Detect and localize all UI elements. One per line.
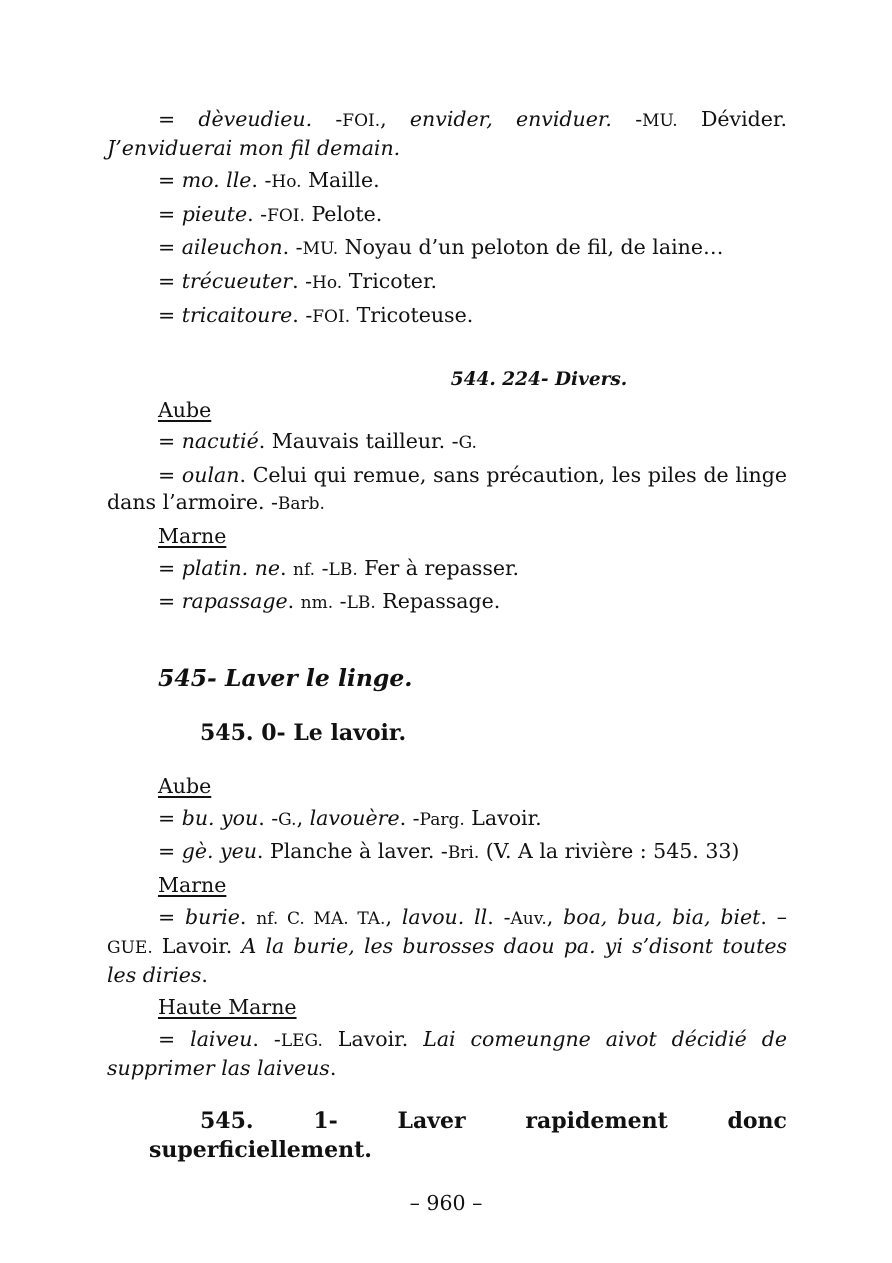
heading-word: 1- <box>313 1107 338 1134</box>
entry-oulan: = oulan. Celui qui remue, sans précaution, les piles de linge dans l’armoire. -Barb. <box>107 462 787 514</box>
entry-nacutie: = nacutié. Mauvais tailleur. -G. <box>158 429 477 454</box>
term: gè. yeu <box>181 839 257 864</box>
region-label <box>107 870 787 902</box>
term: lavou. ll <box>401 904 488 929</box>
term: boa, bua, bia, biet <box>563 904 761 929</box>
region-haute-marne: Haute Marne <box>158 994 297 1019</box>
definition: Tricoteuse. <box>350 302 474 327</box>
definition: . Celui qui remue, sans précaution, les piles de linge dans l’armoire. - <box>107 462 787 514</box>
source-abbrev: G. <box>458 433 477 454</box>
page-number: – 960 – <box>409 1191 483 1215</box>
document-page <box>107 104 787 1165</box>
entry-tricoter: = trécueuter. -Ho. Tricoter. <box>158 269 438 294</box>
entry-geyeu: = gè. yeu. Planche à laver. -Bri. (V. A la rivière : 545. 33) <box>158 839 740 864</box>
source-abbrev: Parg. <box>419 809 465 830</box>
term: trécueuter <box>181 269 293 294</box>
example: A la burie, les burosses daou pa. yi s’disont toutes les diries <box>107 933 787 987</box>
entry-buyou: = bu. you. -G., lavouère. -Parg. Lavoir. <box>158 805 542 830</box>
definition: Dévider. <box>677 107 787 131</box>
subsection-heading-545-1 <box>107 1107 787 1165</box>
source-abbrev: Auv. <box>510 908 547 929</box>
cross-reference: (V. A la rivière : 545. 33) <box>479 839 740 864</box>
source-abbrev: MU. <box>642 111 678 131</box>
heading-word: rapidement <box>525 1107 668 1134</box>
source-abbrev: FOI. <box>312 306 351 327</box>
region-label <box>107 395 787 427</box>
term: burie <box>185 904 240 929</box>
heading-word: Laver <box>397 1107 466 1134</box>
definition: Tricoter. <box>342 269 438 294</box>
term: platin. ne <box>181 555 280 580</box>
term: dèveudieu. <box>198 107 313 131</box>
region-label <box>107 992 787 1024</box>
definition: Fer à repasser. <box>357 555 520 580</box>
source-abbrev: LEG. <box>280 1030 323 1051</box>
source-abbrev: GUE. <box>107 937 153 958</box>
definition: . Mauvais tailleur. - <box>258 429 459 454</box>
section-heading-545: 545- Laver le linge. <box>158 664 413 693</box>
term: laiveu <box>190 1026 253 1051</box>
definition: . Planche à laver. - <box>256 839 448 864</box>
source-abbrev: FOI. <box>342 111 381 131</box>
entry-rapassage: = rapassage. nm. -LB. Repassage. <box>158 589 501 614</box>
region-label <box>107 521 787 553</box>
definition: Noyau d’un peloton de fil, de laine… <box>338 235 724 260</box>
example: Lai comeungne aivot décidié de supprimer las laiveus <box>107 1026 787 1080</box>
entry-tricoteuse: = tricaitoure. -FOI. Tricoteuse. <box>158 302 474 327</box>
subsection-heading-line <box>107 1107 787 1136</box>
section-heading-544: 544. 224- Divers. <box>450 368 628 390</box>
source-abbrev: Ho. <box>271 172 302 192</box>
term: rapassage <box>181 589 288 614</box>
entry-noyau: = aileuchon. -MU. Noyau d’un peloton de fil, de laine… <box>158 235 724 260</box>
example: J’enviduerai mon fil demain. <box>107 136 401 160</box>
source-abbrev: MU. <box>302 239 339 260</box>
term: lavouère <box>309 805 400 830</box>
definition: Repassage. <box>375 589 501 614</box>
term: oulan <box>181 462 240 487</box>
region-marne: Marne <box>158 523 227 548</box>
region-aube: Aube <box>158 397 212 422</box>
definition: Lavoir. <box>322 1026 424 1051</box>
text: - <box>611 107 643 131</box>
term: tricaitoure <box>181 302 293 327</box>
entry-platine: = platin. ne. nf. -LB. Fer à repasser. <box>158 555 520 580</box>
source-abbrev: LB. <box>328 559 358 580</box>
entry-pelote: = pieute. -FOI. Pelote. <box>158 201 383 226</box>
definition: Lavoir. <box>464 805 542 830</box>
region-aube: Aube <box>158 774 212 799</box>
region-label <box>107 771 787 803</box>
paragraph-deveudieu <box>107 104 787 165</box>
definition: Maille. <box>301 168 380 192</box>
term: aileuchon <box>181 235 283 260</box>
region-marne: Marne <box>158 873 227 898</box>
term: envider, enviduer. <box>409 107 612 131</box>
heading-word: donc <box>727 1107 787 1134</box>
term: mo. lle <box>181 168 252 192</box>
term: pieute <box>181 201 248 226</box>
source-abbrev: G. <box>278 809 297 830</box>
entry-laiveu: = laiveu. -LEG. Lavoir. Lai comeungne aivot décidié de supprimer las laiveus. <box>107 1026 787 1080</box>
definition: Lavoir. <box>152 933 242 958</box>
text: = <box>158 107 199 131</box>
source-abbrev: Barb. <box>277 493 325 514</box>
grammar-abbrev: nf. <box>293 559 316 580</box>
subsection-heading-line: superficiellement. <box>149 1136 372 1163</box>
grammar-abbrev: nf. C. MA. TA. <box>256 908 386 929</box>
source-abbrev: Ho. <box>312 273 343 294</box>
source-abbrev: FOI. <box>267 205 305 226</box>
source-abbrev: LB. <box>346 593 376 614</box>
definition: Pelote. <box>304 201 383 226</box>
text: , <box>380 107 410 131</box>
entry-burie: = burie. nf. C. MA. TA., lavou. ll. -Auv., boa, bua, bia, biet. – GUE. Lavoir. A la burie, les burosses daou pa. yi s’disont toutes les diries. <box>107 904 787 987</box>
entry-maille: = mo. lle. -Ho. Maille. <box>158 168 380 192</box>
heading-word: 545. <box>200 1107 254 1134</box>
term: bu. you <box>181 805 259 830</box>
source-abbrev: Bri. <box>447 843 480 864</box>
grammar-abbrev: nm. <box>300 593 334 614</box>
subsection-heading-545-0: 545. 0- Le lavoir. <box>200 720 407 747</box>
term: nacutié <box>181 429 259 454</box>
text: - <box>312 107 343 131</box>
